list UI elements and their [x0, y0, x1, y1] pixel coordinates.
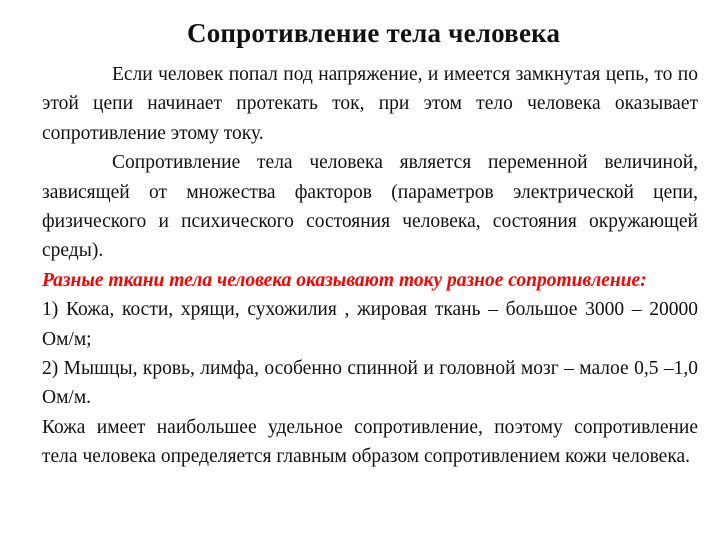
paragraph-intro: Если человек попал под напряжение, и имеется замкнутая цепь, то по этой цепи начинает протекать ток, при этом тело человека оказывает сопротивление этому току. — [42, 64, 698, 144]
list-item-high-resistance: 1) Кожа, кости, хрящи, сухожилия , жировая ткань – большое 3000 – 20000 Ом/м; — [42, 299, 698, 350]
list-item-low-resistance: 2) Мышцы, кровь, лимфа, особенно спинной и головной мозг – малое 0,5 –1,0 Ом/м. — [42, 358, 698, 409]
slide-body — [42, 60, 698, 472]
slide-title: Сопротивление тела человека — [187, 18, 561, 48]
paragraph-variable-resistance: Сопротивление тела человека является переменной величиной, зависящей от множества факторов (параметров электрической цепи, физического и психического состояния человека, состояния окружающей среды). — [42, 152, 698, 262]
accent-heading: Разные ткани тела человека оказывают току разное сопротивление: — [42, 269, 647, 291]
paragraph-conclusion: Кожа имеет наибольшее удельное сопротивление, поэтому сопротивление тела человека определяется главным образом сопротивлением кожи человека. — [42, 416, 698, 468]
